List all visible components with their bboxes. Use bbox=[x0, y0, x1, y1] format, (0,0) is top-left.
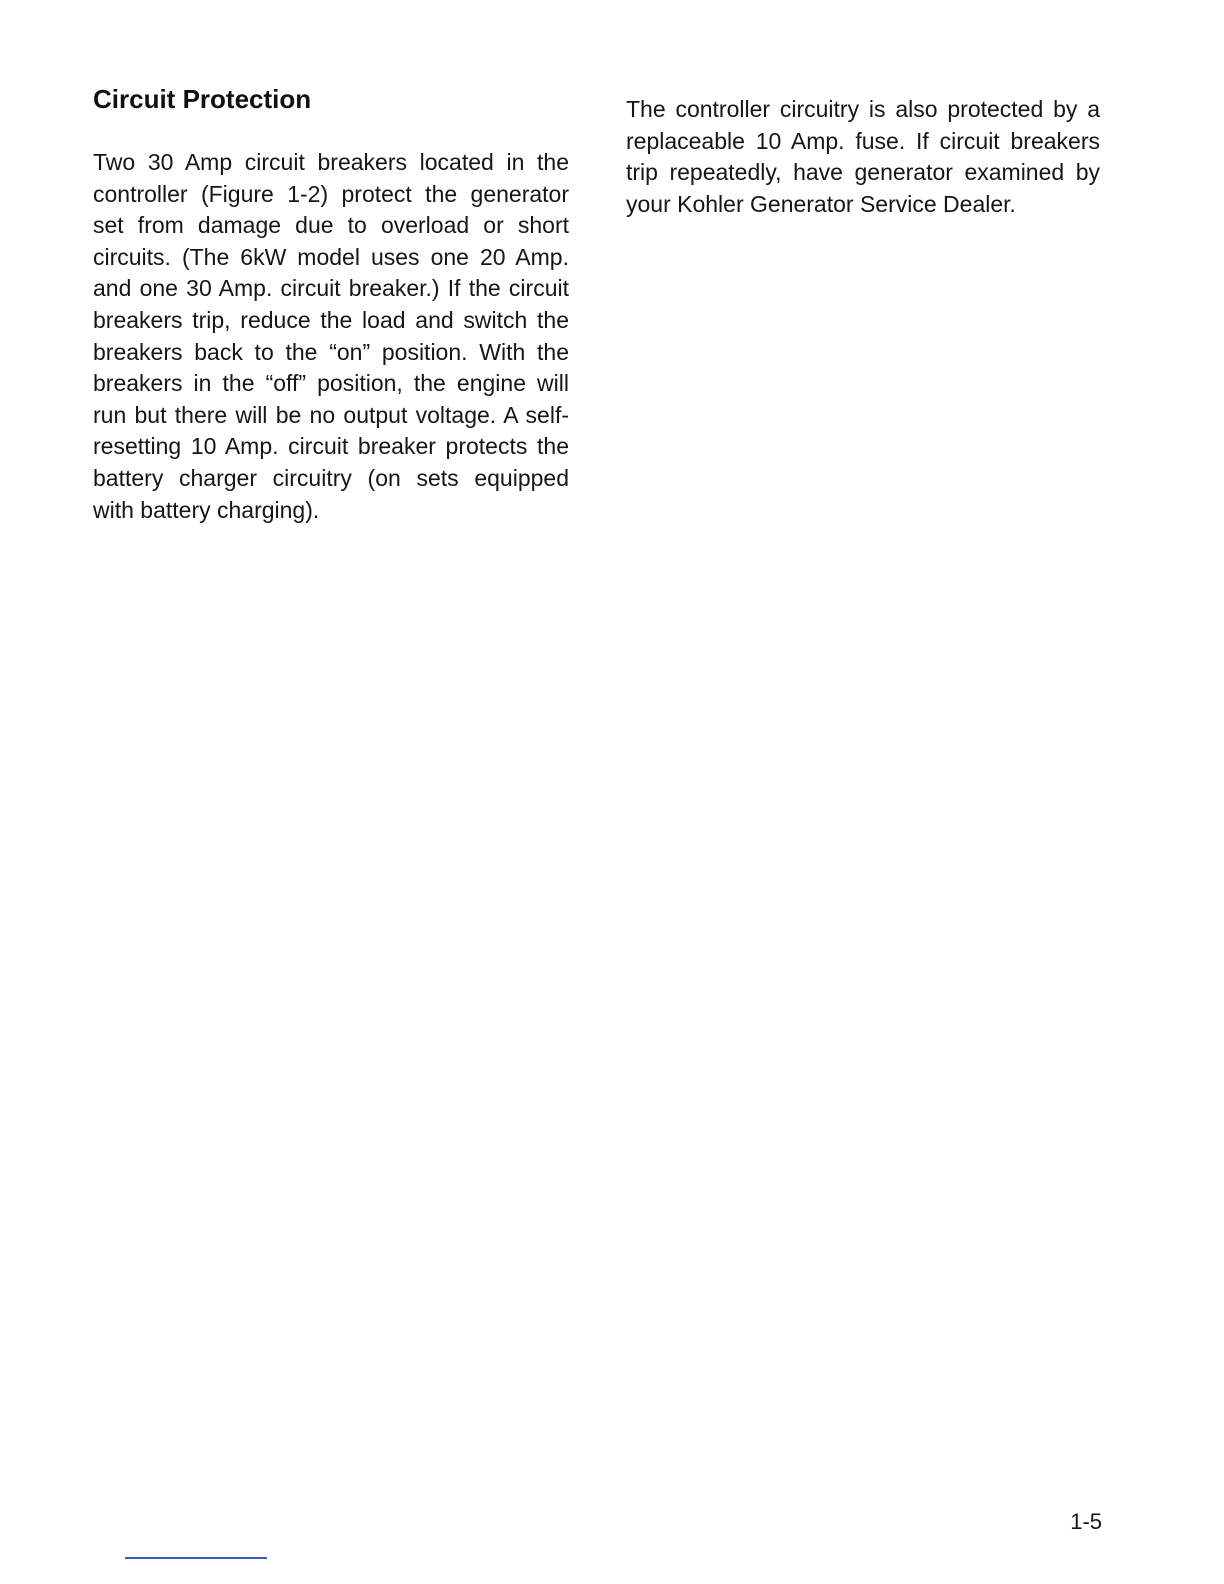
page-number: 1-5 bbox=[1070, 1509, 1102, 1534]
footer-rule bbox=[125, 1557, 267, 1559]
paragraph-circuit-breakers: Two 30 Amp circuit breakers located in the controller (Figure 1-2) protect the generator set from damage due to overload or short circuits. (The 6kW model uses one 20 Amp. and one 30 Amp. circuit breaker.) If the circuit breakers trip, reduce the load and switch the breakers back to the “on” position. With the breakers in the “off” position, the engine will run but there will be no output voltage. A self-resetting 10 Amp. circuit breaker protects the battery charger circuitry (on sets equipped with battery charging). bbox=[93, 149, 569, 523]
paragraph-fuse: The controller circuitry is also protected by a replaceable 10 Amp. fuse. If circuit breakers trip repeatedly, have generator examined by your Kohler Generator Service Dealer. bbox=[626, 96, 1100, 217]
section-heading: Circuit Protection bbox=[93, 84, 312, 114]
